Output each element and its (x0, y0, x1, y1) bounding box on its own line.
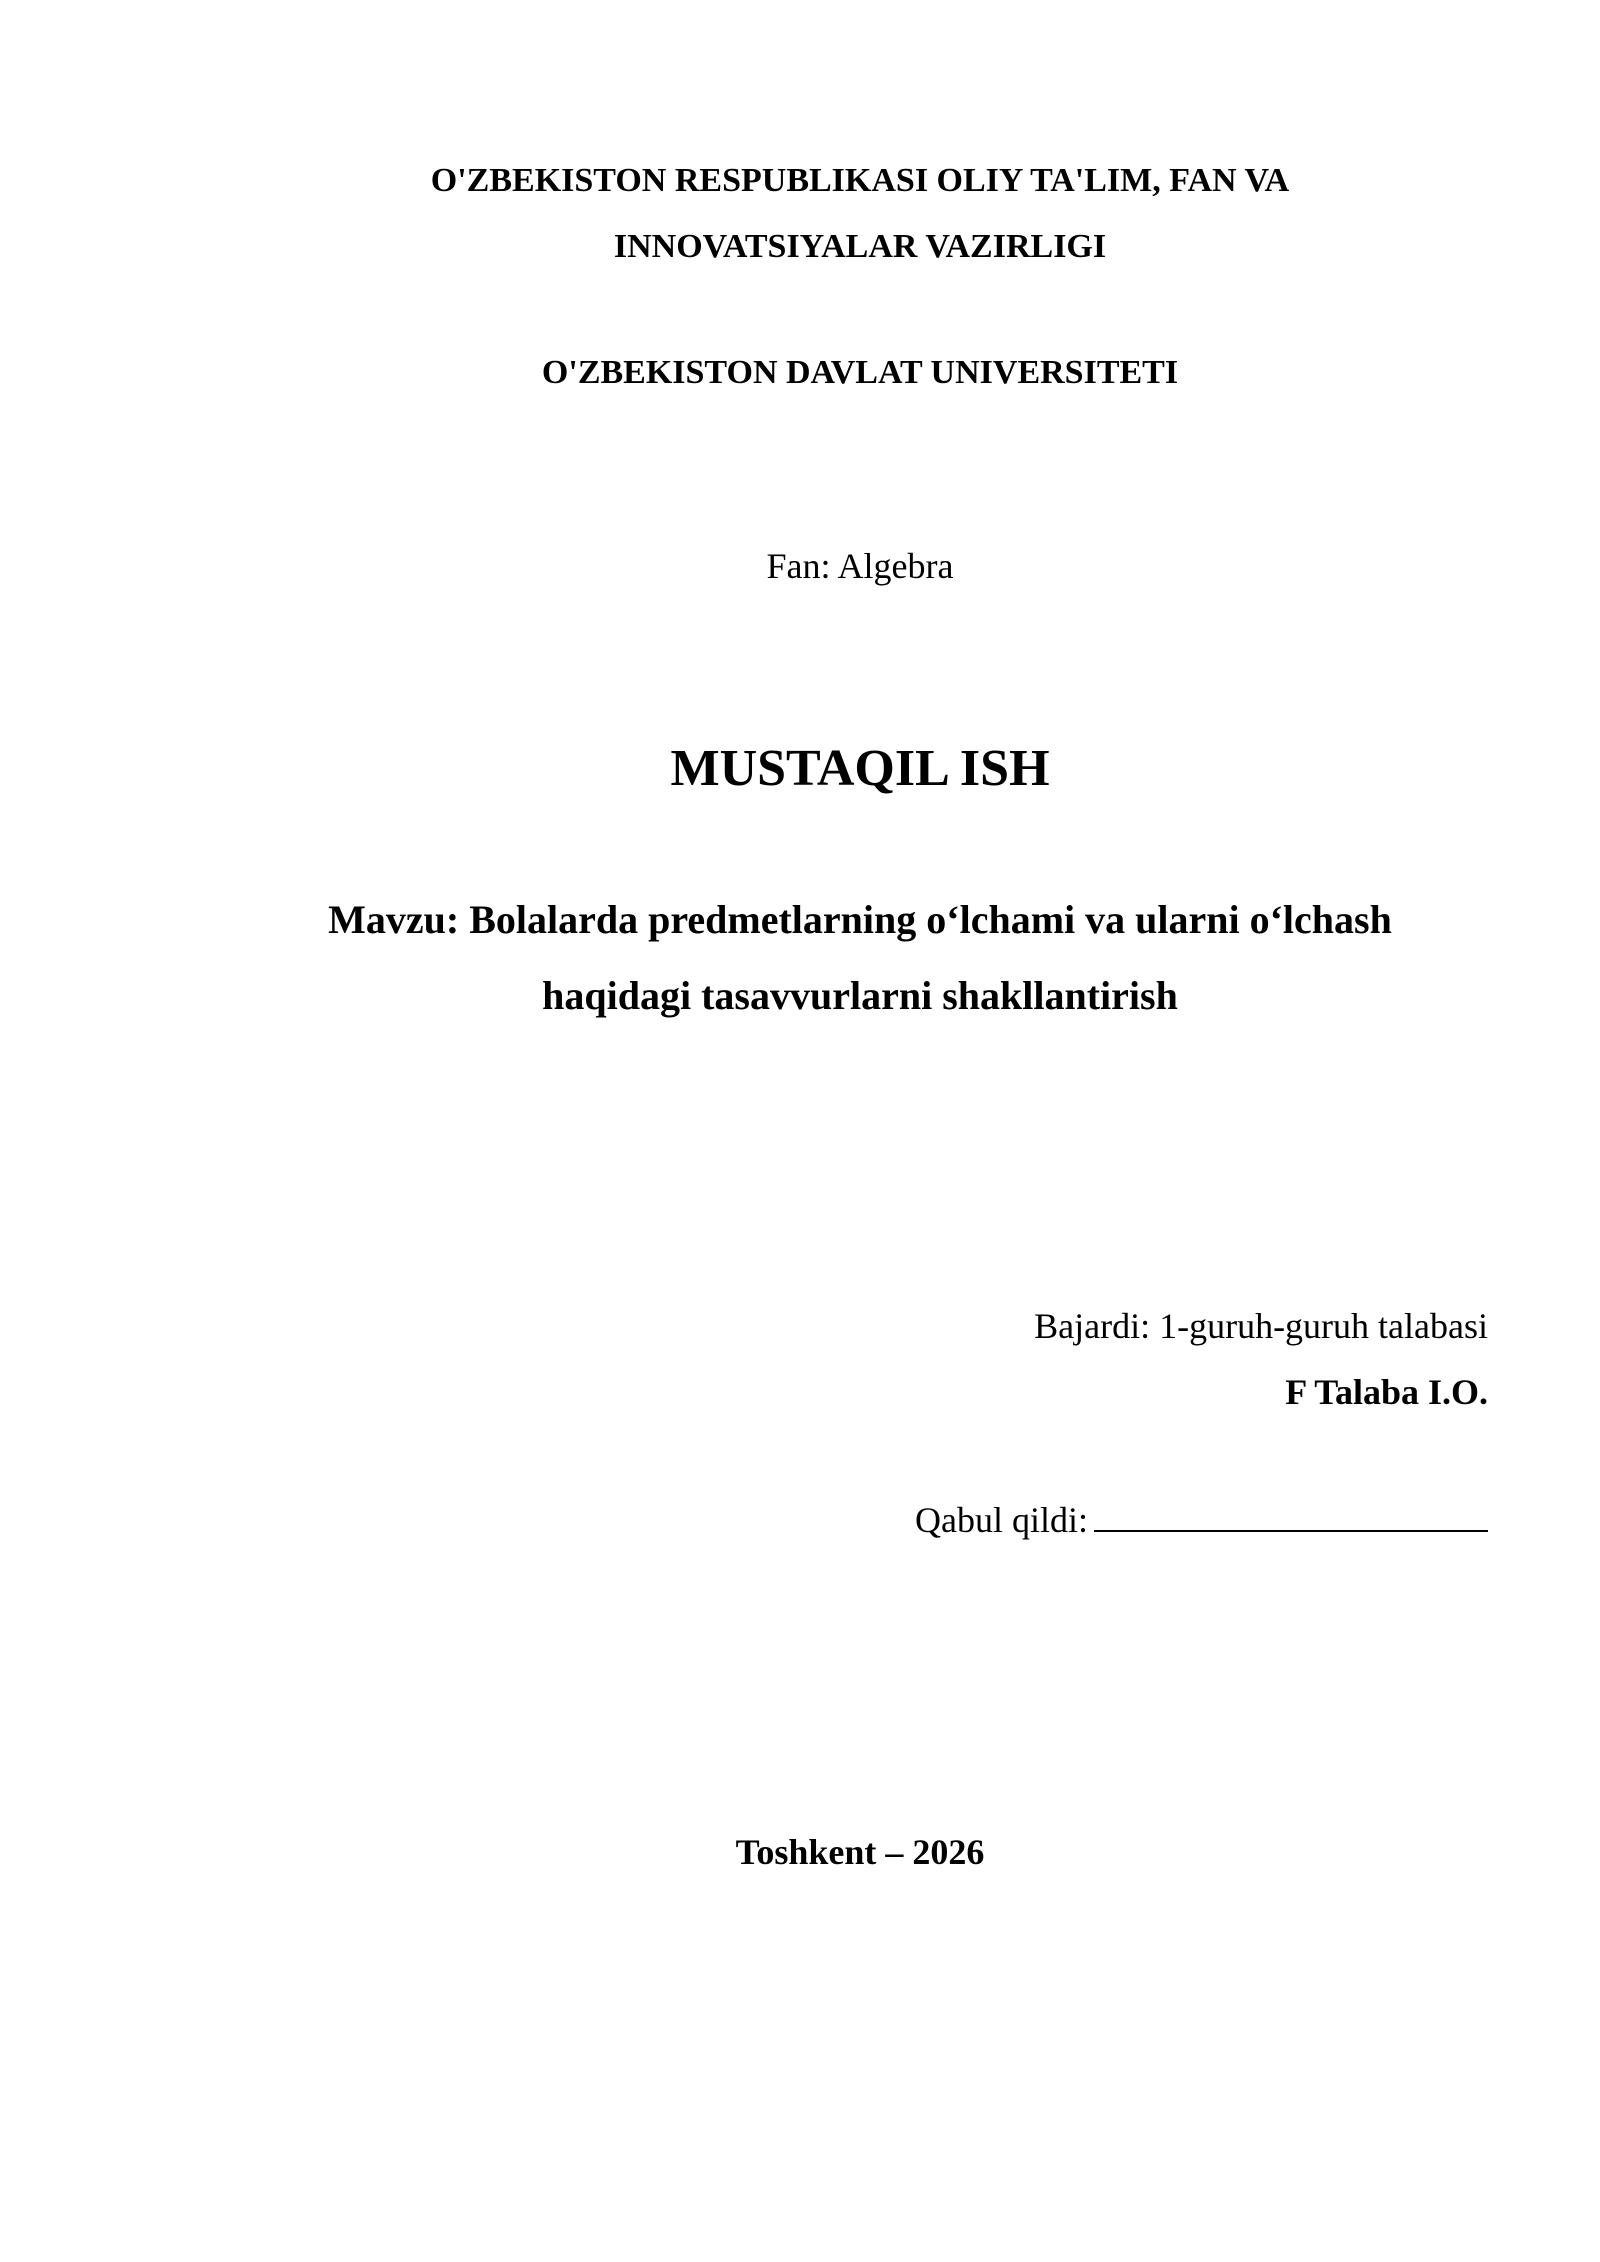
topic-line-1: Mavzu: Bolalarda predmetlarning o‘lchami va ularni o‘lchash (328, 897, 1392, 942)
ministry-name (280, 148, 1440, 280)
subject-line: Fan: Algebra (766, 546, 954, 586)
university-name: O'ZBEKISTON DAVLAT UNIVERSITETI (541, 354, 1179, 391)
work-type-title: MUSTAQIL ISH (670, 740, 1050, 797)
accepted-label: Qabul qildi: (915, 1500, 1088, 1540)
city-year: Toshkent – 2026 (735, 1832, 985, 1872)
topic-line-2: haqidagi tasavvurlarni shakllantirish (542, 973, 1178, 1018)
ministry-line-2: INNOVATSIYALAR VAZIRLIGI (613, 228, 1107, 265)
ministry-line-1: O'ZBEKISTON RESPUBLIKASI OLIY TA'LIM, FAN VA (430, 162, 1290, 199)
signature-line (1094, 1496, 1488, 1532)
performed-by: Bajardi: 1-guruh-guruh talabasi (1034, 1306, 1488, 1346)
accepted-by (588, 1490, 1488, 1550)
student-name: F Talaba I.O. (1285, 1372, 1488, 1412)
topic-title (280, 882, 1440, 1034)
